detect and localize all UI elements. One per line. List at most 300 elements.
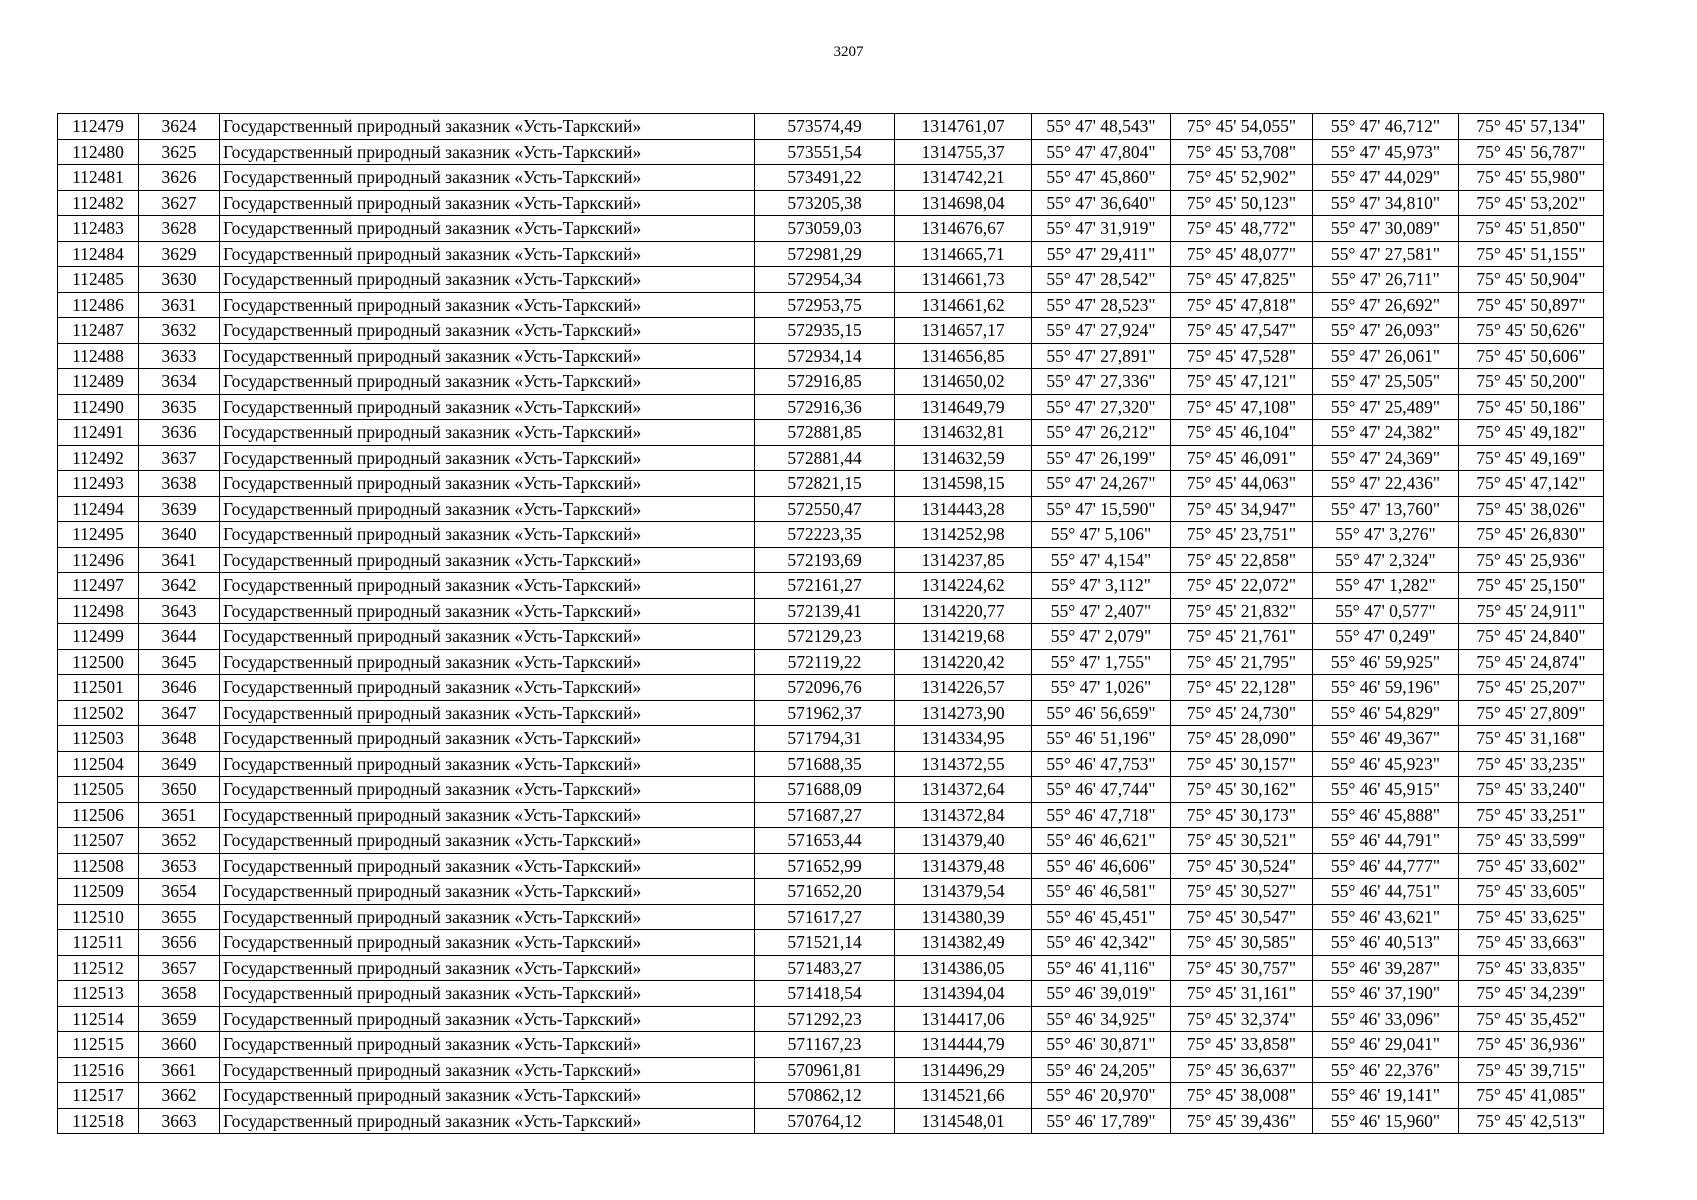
- latitude-1-cell: 55° 47' 1,026": [1032, 675, 1171, 701]
- row-number-cell: 112482: [58, 190, 139, 216]
- latitude-2-cell: 55° 47' 26,093": [1313, 318, 1459, 344]
- table-row: [58, 394, 1604, 420]
- y-coordinate-cell: 1314632,59: [895, 445, 1032, 471]
- reserve-name-cell: Государственный природный заказник «Усть-Таркский»: [220, 394, 755, 420]
- reserve-name-cell: Государственный природный заказник «Усть-Таркский»: [220, 1032, 755, 1058]
- y-coordinate-cell: 1314394,04: [895, 981, 1032, 1007]
- point-number-cell: 3625: [139, 139, 220, 165]
- point-number-cell: 3624: [139, 114, 220, 140]
- point-number-cell: 3637: [139, 445, 220, 471]
- table-row: [58, 445, 1604, 471]
- row-number-cell: 112510: [58, 904, 139, 930]
- point-number-cell: 3632: [139, 318, 220, 344]
- reserve-name-cell: Государственный природный заказник «Усть-Таркский»: [220, 904, 755, 930]
- latitude-2-cell: 55° 46' 33,096": [1313, 1006, 1459, 1032]
- table-row: [58, 726, 1604, 752]
- y-coordinate-cell: 1314598,15: [895, 471, 1032, 497]
- latitude-1-cell: 55° 47' 5,106": [1032, 522, 1171, 548]
- longitude-2-cell: 75° 45' 36,936": [1459, 1032, 1604, 1058]
- latitude-1-cell: 55° 46' 47,744": [1032, 777, 1171, 803]
- x-coordinate-cell: 570764,12: [755, 1108, 895, 1134]
- longitude-1-cell: 75° 45' 36,637": [1171, 1057, 1313, 1083]
- longitude-2-cell: 75° 45' 38,026": [1459, 496, 1604, 522]
- x-coordinate-cell: 573205,38: [755, 190, 895, 216]
- row-number-cell: 112495: [58, 522, 139, 548]
- longitude-2-cell: 75° 45' 50,186": [1459, 394, 1604, 420]
- row-number-cell: 112509: [58, 879, 139, 905]
- table-row: [58, 853, 1604, 879]
- latitude-1-cell: 55° 46' 45,451": [1032, 904, 1171, 930]
- reserve-name-cell: Государственный природный заказник «Усть-Таркский»: [220, 981, 755, 1007]
- longitude-2-cell: 75° 45' 34,239": [1459, 981, 1604, 1007]
- point-number-cell: 3643: [139, 598, 220, 624]
- row-number-cell: 112508: [58, 853, 139, 879]
- longitude-1-cell: 75° 45' 28,090": [1171, 726, 1313, 752]
- x-coordinate-cell: 572821,15: [755, 471, 895, 497]
- point-number-cell: 3630: [139, 267, 220, 293]
- row-number-cell: 112480: [58, 139, 139, 165]
- x-coordinate-cell: 571521,14: [755, 930, 895, 956]
- y-coordinate-cell: 1314379,40: [895, 828, 1032, 854]
- latitude-2-cell: 55° 47' 46,712": [1313, 114, 1459, 140]
- x-coordinate-cell: 573491,22: [755, 165, 895, 191]
- latitude-1-cell: 55° 47' 31,919": [1032, 216, 1171, 242]
- row-number-cell: 112500: [58, 649, 139, 675]
- longitude-2-cell: 75° 45' 33,625": [1459, 904, 1604, 930]
- row-number-cell: 112502: [58, 700, 139, 726]
- table-row: [58, 981, 1604, 1007]
- y-coordinate-cell: 1314632,81: [895, 420, 1032, 446]
- row-number-cell: 112512: [58, 955, 139, 981]
- x-coordinate-cell: 571652,99: [755, 853, 895, 879]
- longitude-1-cell: 75° 45' 30,521": [1171, 828, 1313, 854]
- longitude-2-cell: 75° 45' 53,202": [1459, 190, 1604, 216]
- latitude-2-cell: 55° 47' 22,436": [1313, 471, 1459, 497]
- latitude-1-cell: 55° 47' 27,336": [1032, 369, 1171, 395]
- longitude-2-cell: 75° 45' 51,850": [1459, 216, 1604, 242]
- reserve-name-cell: Государственный природный заказник «Усть-Таркский»: [220, 1083, 755, 1109]
- table-row: [58, 573, 1604, 599]
- point-number-cell: 3659: [139, 1006, 220, 1032]
- row-number-cell: 112496: [58, 547, 139, 573]
- latitude-1-cell: 55° 46' 39,019": [1032, 981, 1171, 1007]
- longitude-1-cell: 75° 45' 22,128": [1171, 675, 1313, 701]
- x-coordinate-cell: 572550,47: [755, 496, 895, 522]
- table-row: [58, 216, 1604, 242]
- point-number-cell: 3661: [139, 1057, 220, 1083]
- point-number-cell: 3634: [139, 369, 220, 395]
- row-number-cell: 112493: [58, 471, 139, 497]
- longitude-1-cell: 75° 45' 23,751": [1171, 522, 1313, 548]
- y-coordinate-cell: 1314496,29: [895, 1057, 1032, 1083]
- latitude-2-cell: 55° 47' 27,581": [1313, 241, 1459, 267]
- latitude-2-cell: 55° 46' 37,190": [1313, 981, 1459, 1007]
- point-number-cell: 3662: [139, 1083, 220, 1109]
- point-number-cell: 3656: [139, 930, 220, 956]
- longitude-1-cell: 75° 45' 39,436": [1171, 1108, 1313, 1134]
- row-number-cell: 112491: [58, 420, 139, 446]
- reserve-name-cell: Государственный природный заказник «Усть-Таркский»: [220, 267, 755, 293]
- reserve-name-cell: Государственный природный заказник «Усть-Таркский»: [220, 700, 755, 726]
- reserve-name-cell: Государственный природный заказник «Усть-Таркский»: [220, 114, 755, 140]
- longitude-2-cell: 75° 45' 25,207": [1459, 675, 1604, 701]
- longitude-2-cell: 75° 45' 49,182": [1459, 420, 1604, 446]
- latitude-2-cell: 55° 47' 45,973": [1313, 139, 1459, 165]
- reserve-name-cell: Государственный природный заказник «Усть-Таркский»: [220, 853, 755, 879]
- row-number-cell: 112483: [58, 216, 139, 242]
- reserve-name-cell: Государственный природный заказник «Усть-Таркский»: [220, 547, 755, 573]
- longitude-2-cell: 75° 45' 27,809": [1459, 700, 1604, 726]
- x-coordinate-cell: 573574,49: [755, 114, 895, 140]
- point-number-cell: 3650: [139, 777, 220, 803]
- row-number-cell: 112497: [58, 573, 139, 599]
- latitude-1-cell: 55° 47' 48,543": [1032, 114, 1171, 140]
- longitude-1-cell: 75° 45' 54,055": [1171, 114, 1313, 140]
- latitude-2-cell: 55° 47' 34,810": [1313, 190, 1459, 216]
- point-number-cell: 3644: [139, 624, 220, 650]
- table-row: [58, 547, 1604, 573]
- x-coordinate-cell: 571962,37: [755, 700, 895, 726]
- table-row: [58, 292, 1604, 318]
- longitude-1-cell: 75° 45' 50,123": [1171, 190, 1313, 216]
- row-number-cell: 112499: [58, 624, 139, 650]
- latitude-2-cell: 55° 47' 0,249": [1313, 624, 1459, 650]
- latitude-2-cell: 55° 46' 29,041": [1313, 1032, 1459, 1058]
- latitude-2-cell: 55° 46' 54,829": [1313, 700, 1459, 726]
- reserve-name-cell: Государственный природный заказник «Усть-Таркский»: [220, 139, 755, 165]
- latitude-2-cell: 55° 46' 19,141": [1313, 1083, 1459, 1109]
- longitude-1-cell: 75° 45' 31,161": [1171, 981, 1313, 1007]
- point-number-cell: 3627: [139, 190, 220, 216]
- latitude-2-cell: 55° 46' 22,376": [1313, 1057, 1459, 1083]
- y-coordinate-cell: 1314665,71: [895, 241, 1032, 267]
- row-number-cell: 112494: [58, 496, 139, 522]
- table-row: [58, 241, 1604, 267]
- point-number-cell: 3633: [139, 343, 220, 369]
- y-coordinate-cell: 1314656,85: [895, 343, 1032, 369]
- longitude-1-cell: 75° 45' 30,547": [1171, 904, 1313, 930]
- latitude-1-cell: 55° 47' 36,640": [1032, 190, 1171, 216]
- latitude-1-cell: 55° 46' 56,659": [1032, 700, 1171, 726]
- latitude-2-cell: 55° 47' 30,089": [1313, 216, 1459, 242]
- longitude-1-cell: 75° 45' 47,121": [1171, 369, 1313, 395]
- x-coordinate-cell: 570862,12: [755, 1083, 895, 1109]
- row-number-cell: 112517: [58, 1083, 139, 1109]
- y-coordinate-cell: 1314219,68: [895, 624, 1032, 650]
- y-coordinate-cell: 1314443,28: [895, 496, 1032, 522]
- table-row: [58, 318, 1604, 344]
- table-row: [58, 522, 1604, 548]
- latitude-1-cell: 55° 47' 27,320": [1032, 394, 1171, 420]
- table-row: [58, 675, 1604, 701]
- reserve-name-cell: Государственный природный заказник «Усть-Таркский»: [220, 1108, 755, 1134]
- longitude-2-cell: 75° 45' 50,626": [1459, 318, 1604, 344]
- latitude-2-cell: 55° 46' 49,367": [1313, 726, 1459, 752]
- y-coordinate-cell: 1314742,21: [895, 165, 1032, 191]
- latitude-1-cell: 55° 47' 26,199": [1032, 445, 1171, 471]
- page-number: 3207: [833, 44, 864, 60]
- reserve-name-cell: Государственный природный заказник «Усть-Таркский»: [220, 292, 755, 318]
- longitude-1-cell: 75° 45' 30,173": [1171, 802, 1313, 828]
- y-coordinate-cell: 1314220,42: [895, 649, 1032, 675]
- latitude-2-cell: 55° 46' 45,915": [1313, 777, 1459, 803]
- row-number-cell: 112479: [58, 114, 139, 140]
- table-row: [58, 139, 1604, 165]
- reserve-name-cell: Государственный природный заказник «Усть-Таркский»: [220, 445, 755, 471]
- y-coordinate-cell: 1314372,84: [895, 802, 1032, 828]
- table-row: [58, 751, 1604, 777]
- row-number-cell: 112481: [58, 165, 139, 191]
- point-number-cell: 3631: [139, 292, 220, 318]
- y-coordinate-cell: 1314548,01: [895, 1108, 1032, 1134]
- point-number-cell: 3636: [139, 420, 220, 446]
- longitude-2-cell: 75° 45' 24,911": [1459, 598, 1604, 624]
- point-number-cell: 3635: [139, 394, 220, 420]
- y-coordinate-cell: 1314417,06: [895, 1006, 1032, 1032]
- longitude-1-cell: 75° 45' 30,527": [1171, 879, 1313, 905]
- longitude-1-cell: 75° 45' 47,528": [1171, 343, 1313, 369]
- reserve-name-cell: Государственный природный заказник «Усть-Таркский»: [220, 573, 755, 599]
- point-number-cell: 3648: [139, 726, 220, 752]
- table-row: [58, 267, 1604, 293]
- longitude-2-cell: 75° 45' 33,235": [1459, 751, 1604, 777]
- latitude-2-cell: 55° 46' 44,791": [1313, 828, 1459, 854]
- longitude-2-cell: 75° 45' 33,835": [1459, 955, 1604, 981]
- reserve-name-cell: Государственный природный заказник «Усть-Таркский»: [220, 675, 755, 701]
- table-row: [58, 802, 1604, 828]
- latitude-1-cell: 55° 47' 4,154": [1032, 547, 1171, 573]
- longitude-1-cell: 75° 45' 48,077": [1171, 241, 1313, 267]
- table-row: [58, 1057, 1604, 1083]
- x-coordinate-cell: 572953,75: [755, 292, 895, 318]
- longitude-1-cell: 75° 45' 46,104": [1171, 420, 1313, 446]
- latitude-1-cell: 55° 47' 27,924": [1032, 318, 1171, 344]
- table-row: [58, 879, 1604, 905]
- x-coordinate-cell: 572881,44: [755, 445, 895, 471]
- latitude-2-cell: 55° 47' 24,382": [1313, 420, 1459, 446]
- longitude-1-cell: 75° 45' 38,008": [1171, 1083, 1313, 1109]
- reserve-name-cell: Государственный природный заказник «Усть-Таркский»: [220, 343, 755, 369]
- reserve-name-cell: Государственный природный заказник «Усть-Таркский»: [220, 190, 755, 216]
- y-coordinate-cell: 1314444,79: [895, 1032, 1032, 1058]
- row-number-cell: 112501: [58, 675, 139, 701]
- latitude-1-cell: 55° 47' 47,804": [1032, 139, 1171, 165]
- row-number-cell: 112505: [58, 777, 139, 803]
- reserve-name-cell: Государственный природный заказник «Усть-Таркский»: [220, 751, 755, 777]
- longitude-2-cell: 75° 45' 33,605": [1459, 879, 1604, 905]
- reserve-name-cell: Государственный природный заказник «Усть-Таркский»: [220, 369, 755, 395]
- longitude-2-cell: 75° 45' 47,142": [1459, 471, 1604, 497]
- reserve-name-cell: Государственный природный заказник «Усть-Таркский»: [220, 420, 755, 446]
- longitude-1-cell: 75° 45' 21,795": [1171, 649, 1313, 675]
- point-number-cell: 3663: [139, 1108, 220, 1134]
- latitude-2-cell: 55° 47' 25,489": [1313, 394, 1459, 420]
- longitude-1-cell: 75° 45' 47,547": [1171, 318, 1313, 344]
- y-coordinate-cell: 1314698,04: [895, 190, 1032, 216]
- y-coordinate-cell: 1314226,57: [895, 675, 1032, 701]
- x-coordinate-cell: 572129,23: [755, 624, 895, 650]
- longitude-2-cell: 75° 45' 25,936": [1459, 547, 1604, 573]
- longitude-2-cell: 75° 45' 31,168": [1459, 726, 1604, 752]
- table-body: [58, 114, 1604, 1134]
- reserve-name-cell: Государственный природный заказник «Усть-Таркский»: [220, 241, 755, 267]
- row-number-cell: 112514: [58, 1006, 139, 1032]
- y-coordinate-cell: 1314252,98: [895, 522, 1032, 548]
- row-number-cell: 112485: [58, 267, 139, 293]
- longitude-2-cell: 75° 45' 42,513": [1459, 1108, 1604, 1134]
- reserve-name-cell: Государственный природный заказник «Усть-Таркский»: [220, 522, 755, 548]
- latitude-2-cell: 55° 46' 45,923": [1313, 751, 1459, 777]
- table-row: [58, 598, 1604, 624]
- longitude-1-cell: 75° 45' 21,832": [1171, 598, 1313, 624]
- latitude-1-cell: 55° 46' 46,621": [1032, 828, 1171, 854]
- reserve-name-cell: Государственный природный заказник «Усть-Таркский»: [220, 471, 755, 497]
- longitude-2-cell: 75° 45' 51,155": [1459, 241, 1604, 267]
- longitude-1-cell: 75° 45' 48,772": [1171, 216, 1313, 242]
- longitude-1-cell: 75° 45' 30,524": [1171, 853, 1313, 879]
- point-number-cell: 3628: [139, 216, 220, 242]
- longitude-1-cell: 75° 45' 46,091": [1171, 445, 1313, 471]
- latitude-1-cell: 55° 47' 27,891": [1032, 343, 1171, 369]
- latitude-2-cell: 55° 47' 2,324": [1313, 547, 1459, 573]
- latitude-1-cell: 55° 46' 46,606": [1032, 853, 1171, 879]
- longitude-2-cell: 75° 45' 26,830": [1459, 522, 1604, 548]
- latitude-2-cell: 55° 47' 1,282": [1313, 573, 1459, 599]
- x-coordinate-cell: 572954,34: [755, 267, 895, 293]
- y-coordinate-cell: 1314379,48: [895, 853, 1032, 879]
- longitude-1-cell: 75° 45' 53,708": [1171, 139, 1313, 165]
- y-coordinate-cell: 1314761,07: [895, 114, 1032, 140]
- x-coordinate-cell: 571652,20: [755, 879, 895, 905]
- row-number-cell: 112503: [58, 726, 139, 752]
- table-row: [58, 165, 1604, 191]
- y-coordinate-cell: 1314650,02: [895, 369, 1032, 395]
- latitude-2-cell: 55° 46' 59,196": [1313, 675, 1459, 701]
- point-number-cell: 3651: [139, 802, 220, 828]
- table-row: [58, 1032, 1604, 1058]
- x-coordinate-cell: 573551,54: [755, 139, 895, 165]
- latitude-2-cell: 55° 47' 26,692": [1313, 292, 1459, 318]
- longitude-2-cell: 75° 45' 33,240": [1459, 777, 1604, 803]
- table-row: [58, 955, 1604, 981]
- table-row: [58, 369, 1604, 395]
- point-number-cell: 3626: [139, 165, 220, 191]
- latitude-1-cell: 55° 47' 3,112": [1032, 573, 1171, 599]
- row-number-cell: 112486: [58, 292, 139, 318]
- y-coordinate-cell: 1314273,90: [895, 700, 1032, 726]
- longitude-1-cell: 75° 45' 47,818": [1171, 292, 1313, 318]
- point-number-cell: 3647: [139, 700, 220, 726]
- x-coordinate-cell: 572935,15: [755, 318, 895, 344]
- longitude-1-cell: 75° 45' 22,858": [1171, 547, 1313, 573]
- table-row: [58, 828, 1604, 854]
- row-number-cell: 112498: [58, 598, 139, 624]
- reserve-name-cell: Государственный природный заказник «Усть-Таркский»: [220, 1057, 755, 1083]
- y-coordinate-cell: 1314380,39: [895, 904, 1032, 930]
- y-coordinate-cell: 1314676,67: [895, 216, 1032, 242]
- table-row: [58, 471, 1604, 497]
- y-coordinate-cell: 1314755,37: [895, 139, 1032, 165]
- longitude-1-cell: 75° 45' 24,730": [1171, 700, 1313, 726]
- latitude-2-cell: 55° 47' 3,276": [1313, 522, 1459, 548]
- latitude-1-cell: 55° 47' 2,407": [1032, 598, 1171, 624]
- y-coordinate-cell: 1314334,95: [895, 726, 1032, 752]
- longitude-2-cell: 75° 45' 50,606": [1459, 343, 1604, 369]
- longitude-1-cell: 75° 45' 34,947": [1171, 496, 1313, 522]
- y-coordinate-cell: 1314661,62: [895, 292, 1032, 318]
- longitude-2-cell: 75° 45' 49,169": [1459, 445, 1604, 471]
- latitude-1-cell: 55° 47' 2,079": [1032, 624, 1171, 650]
- x-coordinate-cell: 572193,69: [755, 547, 895, 573]
- reserve-name-cell: Государственный природный заказник «Усть-Таркский»: [220, 777, 755, 803]
- x-coordinate-cell: 572223,35: [755, 522, 895, 548]
- x-coordinate-cell: 571687,27: [755, 802, 895, 828]
- table-row: [58, 1083, 1604, 1109]
- latitude-2-cell: 55° 47' 26,061": [1313, 343, 1459, 369]
- table-row: [58, 1006, 1604, 1032]
- row-number-cell: 112513: [58, 981, 139, 1007]
- x-coordinate-cell: 573059,03: [755, 216, 895, 242]
- latitude-1-cell: 55° 47' 24,267": [1032, 471, 1171, 497]
- row-number-cell: 112516: [58, 1057, 139, 1083]
- latitude-1-cell: 55° 46' 30,871": [1032, 1032, 1171, 1058]
- y-coordinate-cell: 1314386,05: [895, 955, 1032, 981]
- point-number-cell: 3638: [139, 471, 220, 497]
- y-coordinate-cell: 1314649,79: [895, 394, 1032, 420]
- longitude-2-cell: 75° 45' 33,599": [1459, 828, 1604, 854]
- point-number-cell: 3649: [139, 751, 220, 777]
- longitude-2-cell: 75° 45' 25,150": [1459, 573, 1604, 599]
- latitude-2-cell: 55° 47' 24,369": [1313, 445, 1459, 471]
- longitude-1-cell: 75° 45' 47,108": [1171, 394, 1313, 420]
- x-coordinate-cell: 571418,54: [755, 981, 895, 1007]
- longitude-2-cell: 75° 45' 24,840": [1459, 624, 1604, 650]
- y-coordinate-cell: 1314657,17: [895, 318, 1032, 344]
- row-number-cell: 112506: [58, 802, 139, 828]
- latitude-2-cell: 55° 47' 0,577": [1313, 598, 1459, 624]
- latitude-2-cell: 55° 46' 45,888": [1313, 802, 1459, 828]
- longitude-2-cell: 75° 45' 33,251": [1459, 802, 1604, 828]
- x-coordinate-cell: 572161,27: [755, 573, 895, 599]
- point-number-cell: 3641: [139, 547, 220, 573]
- latitude-2-cell: 55° 46' 59,925": [1313, 649, 1459, 675]
- row-number-cell: 112489: [58, 369, 139, 395]
- latitude-1-cell: 55° 47' 29,411": [1032, 241, 1171, 267]
- table-row: [58, 649, 1604, 675]
- longitude-2-cell: 75° 45' 57,134": [1459, 114, 1604, 140]
- y-coordinate-cell: 1314382,49: [895, 930, 1032, 956]
- table-row: [58, 904, 1604, 930]
- longitude-1-cell: 75° 45' 32,374": [1171, 1006, 1313, 1032]
- reserve-name-cell: Государственный природный заказник «Усть-Таркский»: [220, 496, 755, 522]
- point-number-cell: 3645: [139, 649, 220, 675]
- x-coordinate-cell: 571292,23: [755, 1006, 895, 1032]
- latitude-1-cell: 55° 47' 26,212": [1032, 420, 1171, 446]
- latitude-2-cell: 55° 47' 13,760": [1313, 496, 1459, 522]
- longitude-2-cell: 75° 45' 50,200": [1459, 369, 1604, 395]
- y-coordinate-cell: 1314224,62: [895, 573, 1032, 599]
- latitude-1-cell: 55° 46' 17,789": [1032, 1108, 1171, 1134]
- longitude-1-cell: 75° 45' 52,902": [1171, 165, 1313, 191]
- reserve-name-cell: Государственный природный заказник «Усть-Таркский»: [220, 930, 755, 956]
- latitude-2-cell: 55° 46' 43,621": [1313, 904, 1459, 930]
- point-number-cell: 3646: [139, 675, 220, 701]
- point-number-cell: 3629: [139, 241, 220, 267]
- latitude-1-cell: 55° 47' 45,860": [1032, 165, 1171, 191]
- table-row: [58, 777, 1604, 803]
- latitude-2-cell: 55° 46' 15,960": [1313, 1108, 1459, 1134]
- reserve-name-cell: Государственный природный заказник «Усть-Таркский»: [220, 879, 755, 905]
